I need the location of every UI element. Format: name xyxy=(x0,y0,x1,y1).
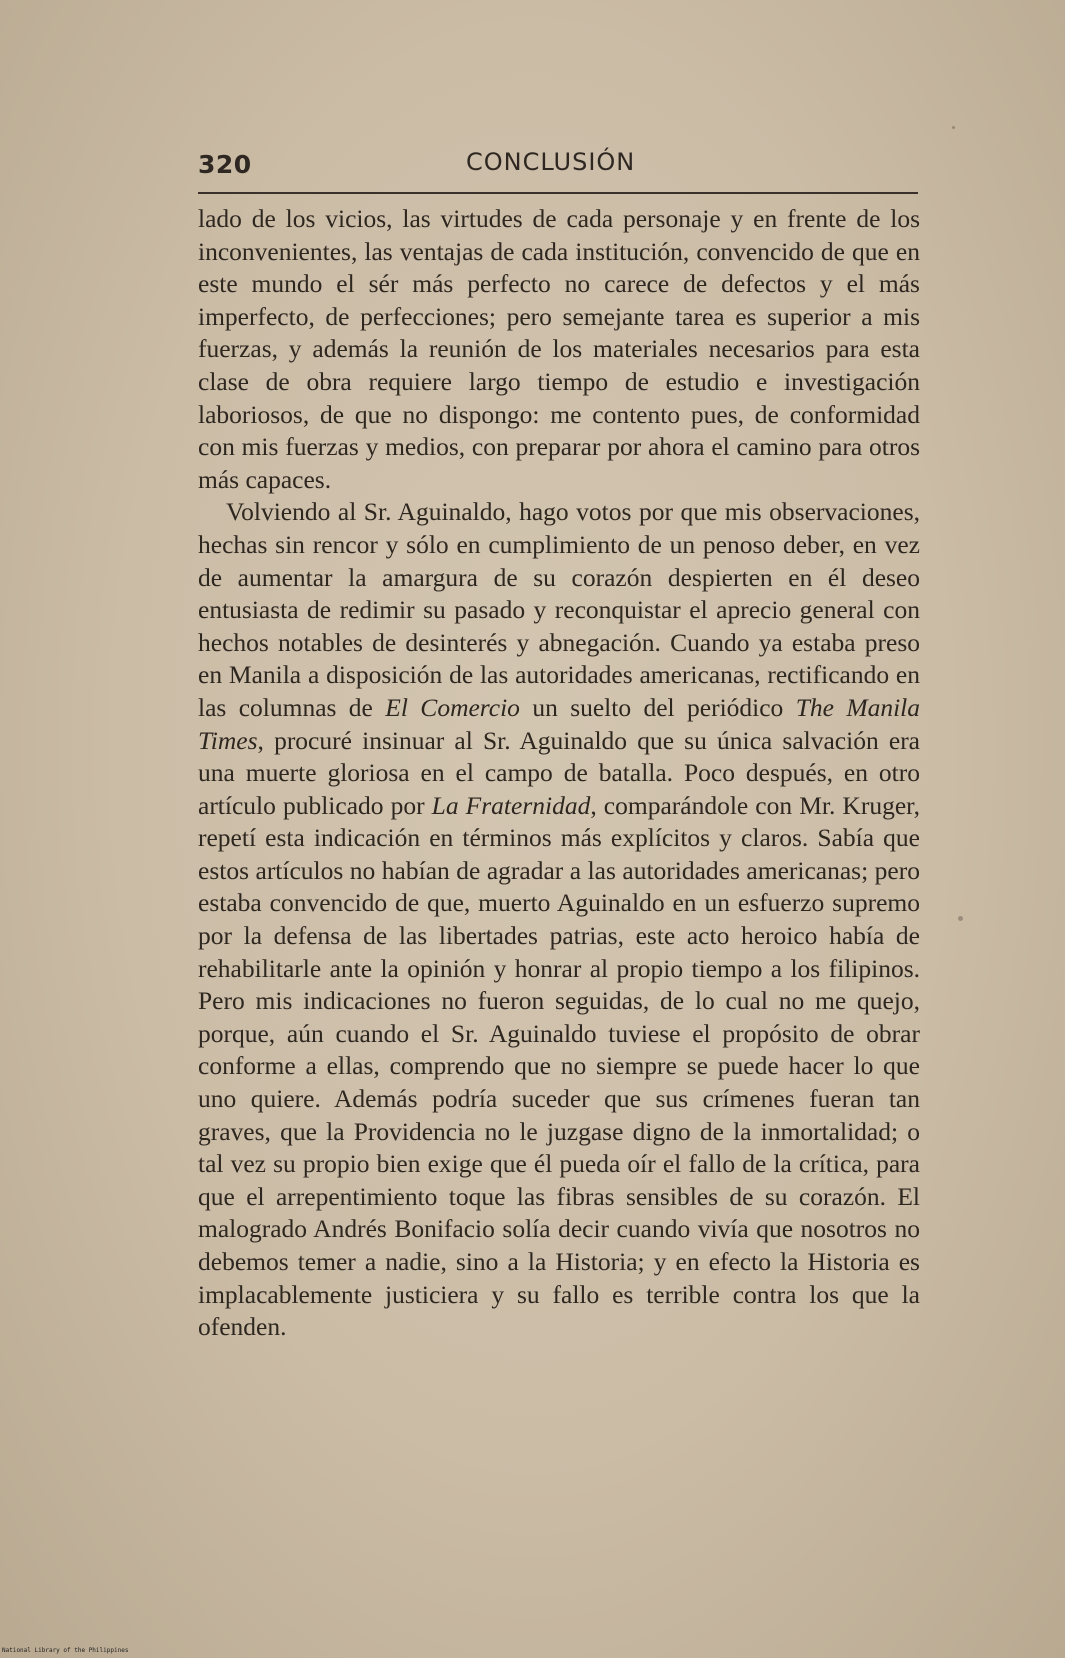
paper-speck xyxy=(952,126,955,129)
newspaper-la-fraternidad: La Fraternidad xyxy=(431,790,591,820)
newspaper-manila-times: The Manila Times xyxy=(198,692,920,755)
header-rule xyxy=(198,192,918,194)
paper-speck xyxy=(958,916,963,921)
paragraph-2-part-4: , comparándole con Mr. Kruger, repetí esta indicación en términos más explícitos y claros. Sabía que estos artículos no habían de agradar a las autoridades americanas; pero estaba convencido de que, muerto Aguinaldo en un esfuerzo supremo por la defensa de las libertades patrias, este acto heroico había de rehabilitarle ante la opinión y honrar al propio tiempo a los filipinos. Pero mis indicaciones no fueron seguidas, de lo cual no me quejo, porque, aún cuando el Sr. Aguinaldo tuviese el propósito de obrar conforme a ellas, comprendo que no siempre se puede hacer lo que uno quiere. Además podría suceder que sus crímenes fueran tan graves, que la Providencia no le juzgase digno de la inmortalidad; o tal vez su propio bien exige que él pueda oír el fallo de la crítica, para que el arrepentimiento toque las fibras sensibles de su corazón. El malogrado Andrés Bonifacio solía decir cuando vivía que nosotros no debemos temer a nadie, sino a la Historia; y en efecto la Historia es implacablemente justiciera y su fallo es terrible contra los que la ofenden. xyxy=(198,790,920,1342)
paragraph-2-part-3: , procuré insinuar al Sr. Aguinaldo que su única salvación era una muerte gloriosa en el campo de batalla. Poco después, en otro artículo publicado por xyxy=(198,725,920,820)
paragraph-2-part-2: un suelto del periódico xyxy=(519,692,796,722)
paragraph-1: lado de los vicios, las virtudes de cada personaje y en frente de los inconvenientes, las ventajas de cada institución, convencido de que en este mundo el sér más perfecto no carece de defectos y el más imperfecto, de perfecciones; pero semejante tarea es superior a mis fuerzas, y además la reunión de los materiales necesarios para esta clase de obra requiere largo tiempo de estudio e investigación laboriosos, de que no dispongo: me contento pues, de conformidad con mis fuerzas y medios, con preparar por ahora el camino para otros más capaces. xyxy=(198,204,920,494)
running-head-title: CONCLUSIÓN xyxy=(466,148,636,176)
library-credit: National Library of the Philippines xyxy=(2,1647,129,1654)
body-text xyxy=(198,203,920,1344)
page-header xyxy=(198,146,918,186)
paragraph-2-part-1: Volviendo al Sr. Aguinaldo, hago votos por que mis observaciones, hechas sin rencor y sólo en cumplimiento de un penoso deber, en vez de aumentar la amargura de su corazón despierten en él deseo entusiasta de redimir su pasado y reconquistar el aprecio general con hechos notables de desinterés y abnegación. Cuando ya estaba preso en Manila a disposición de las autoridades americanas, rectificando en las columnas de xyxy=(198,497,920,722)
newspaper-el-comercio: El Comercio xyxy=(385,692,520,722)
page-number: 320 xyxy=(198,150,252,179)
paragraph-2 xyxy=(198,496,920,1343)
